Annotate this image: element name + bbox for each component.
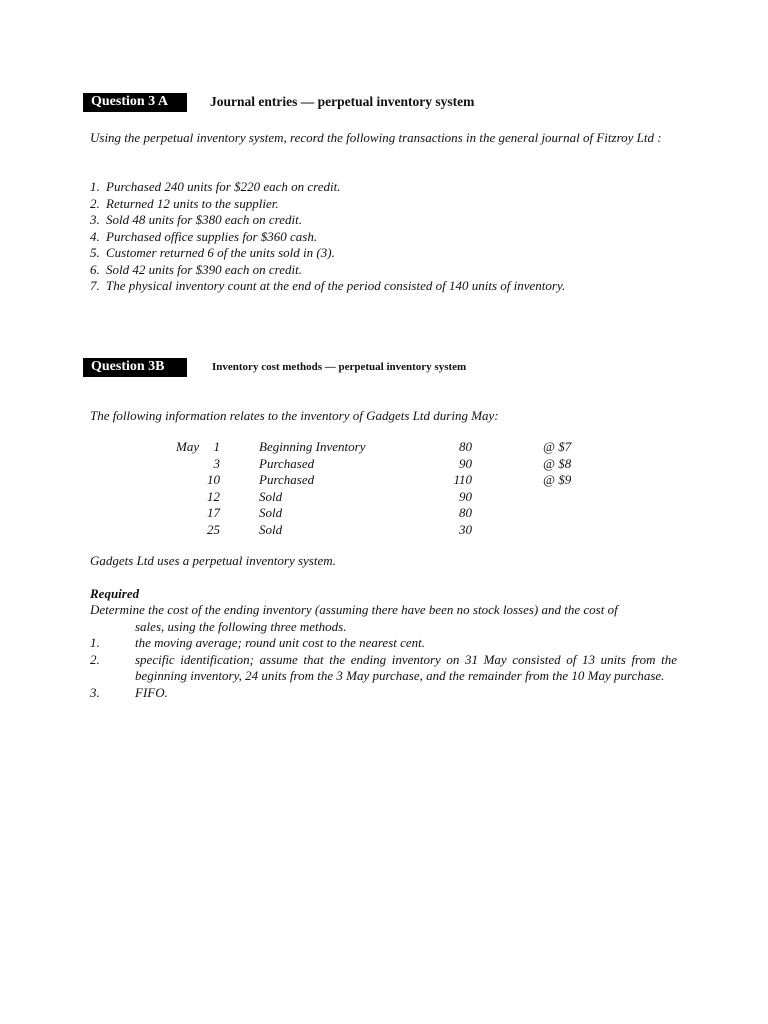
description-cell: Purchased — [259, 472, 315, 487]
table-row — [0, 456, 768, 473]
table-row — [0, 505, 768, 522]
units-cell: 80 — [459, 505, 472, 520]
required-text — [90, 602, 677, 635]
item-number: 6. — [90, 261, 100, 277]
item-text: Purchased office supplies for $360 cash. — [106, 228, 318, 244]
day-cell: 25 — [207, 521, 220, 537]
question-3a-list — [90, 179, 690, 295]
list-item — [90, 652, 677, 685]
item-text: Sold 42 units for $390 each on credit. — [106, 261, 302, 277]
item-text: The physical inventory count at the end of the period consisted of 140 units of inventory. — [106, 278, 566, 293]
month-cell: May — [176, 439, 200, 454]
item-text: Sold 48 units for $380 each on credit. — [106, 212, 302, 227]
item-text: Returned 12 units to the supplier. — [106, 195, 279, 211]
item-text: Customer returned 6 of the units sold in (3). — [106, 245, 335, 260]
system-note: Gadgets Ltd uses a perpetual inventory system. — [90, 553, 336, 568]
item-number: 4. — [90, 228, 100, 244]
description-cell: Beginning Inventory — [259, 439, 366, 454]
list-item — [90, 196, 690, 213]
method-number: 3. — [90, 684, 100, 700]
list-item — [90, 278, 690, 295]
description-cell: Purchased — [259, 455, 315, 471]
unit-cost-cell: @ $7 — [543, 439, 572, 454]
list-item — [90, 179, 690, 196]
units-cell: 90 — [459, 455, 472, 471]
item-number: 3. — [90, 212, 100, 227]
method-text: specific identification; assume that the ending inventory on 31 May consisted of 13 units from the beginning inventory, 24 units from the 3 May purchase, and the remainder from the 10 May purchase. — [135, 651, 677, 683]
item-number: 7. — [90, 278, 100, 293]
units-cell: 110 — [453, 472, 472, 487]
required-text-line-1: Determine the cost of the ending inventory (assuming there have been no stock losses) and the cost of — [90, 602, 618, 617]
question-3b-title: Inventory cost methods — perpetual inventory system — [212, 361, 467, 373]
question-3a-title: Journal entries — perpetual inventory system — [210, 94, 475, 109]
table-row — [0, 439, 768, 456]
methods-list — [90, 635, 677, 701]
table-row — [0, 489, 768, 506]
table-row — [0, 522, 768, 539]
required-text-line-2: sales, using the following three methods. — [135, 618, 347, 634]
item-text: Purchased 240 units for $220 each on credit. — [106, 179, 341, 194]
method-number: 2. — [90, 651, 100, 667]
list-item — [90, 635, 677, 652]
day-cell: 10 — [207, 472, 220, 487]
list-item — [90, 245, 690, 262]
description-cell: Sold — [259, 488, 283, 504]
list-item — [90, 262, 690, 279]
required-heading: Required — [90, 586, 140, 601]
description-cell: Sold — [259, 505, 283, 520]
item-number: 2. — [90, 195, 100, 211]
method-text: the moving average; round unit cost to the nearest cent. — [135, 635, 426, 650]
question-3b-intro: The following information relates to the inventory of Gadgets Ltd during May: — [90, 408, 499, 423]
inventory-table — [0, 439, 768, 539]
question-3b-label: Question 3B — [83, 358, 187, 377]
table-row — [0, 472, 768, 489]
units-cell: 30 — [459, 521, 472, 537]
question-3a-intro: Using the perpetual inventory system, record the following transactions in the general journal of Fitzroy Ltd : — [90, 130, 662, 145]
day-cell: 12 — [207, 488, 220, 504]
question-3a-label: Question 3 A — [83, 93, 187, 112]
day-cell: 1 — [213, 439, 220, 454]
method-text: FIFO. — [135, 684, 168, 700]
list-item — [90, 229, 690, 246]
item-number: 1. — [90, 179, 100, 194]
description-cell: Sold — [259, 521, 283, 537]
units-cell: 80 — [459, 439, 472, 454]
unit-cost-cell: @ $9 — [543, 472, 572, 487]
day-cell: 17 — [207, 505, 220, 520]
list-item — [90, 212, 690, 229]
day-cell: 3 — [213, 455, 220, 471]
unit-cost-cell: @ $8 — [543, 455, 572, 471]
units-cell: 90 — [459, 488, 472, 504]
list-item — [90, 685, 677, 702]
item-number: 5. — [90, 245, 100, 260]
method-number: 1. — [90, 635, 100, 650]
